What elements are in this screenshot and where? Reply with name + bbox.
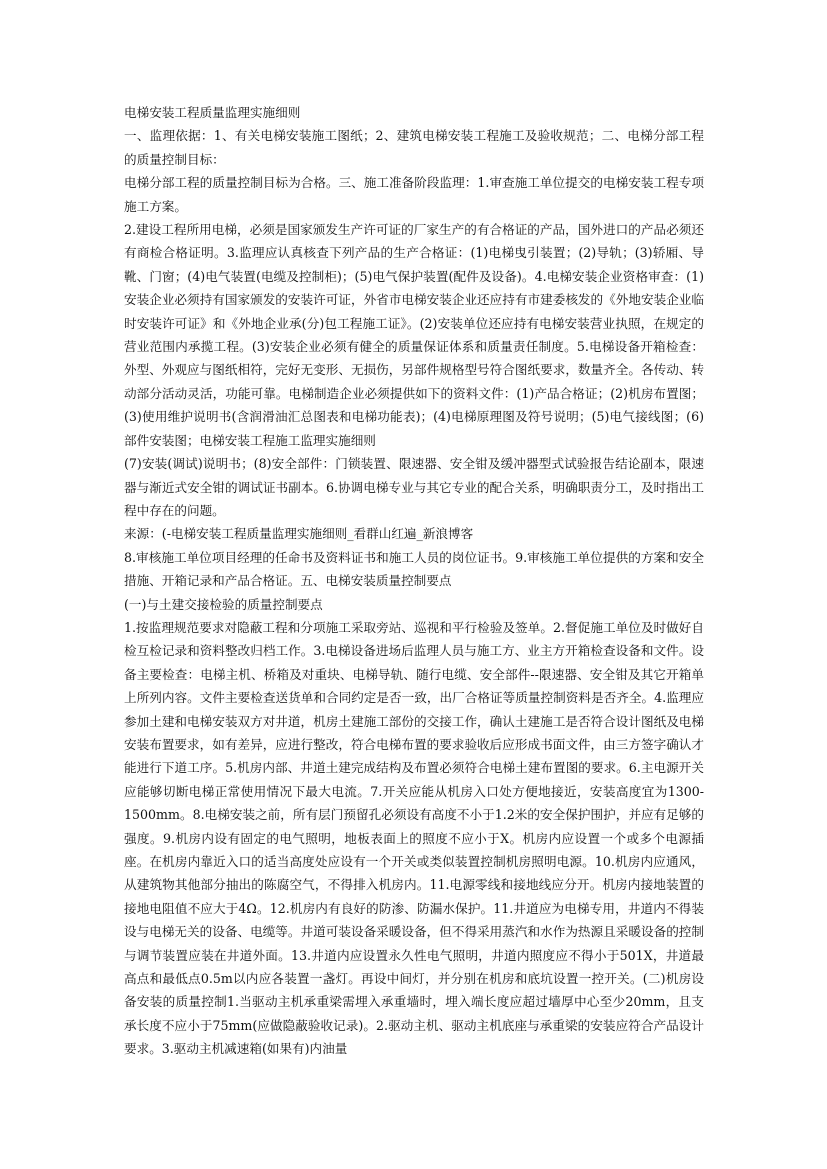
source-line: 来源：(-电梯安装工程质量监理实施细则_看群山红遍_新浪博客 bbox=[124, 526, 474, 542]
paragraph: 1.按监理规范要求对隐蔽工程和分项施工采取旁站、巡视和平行检验及签单。2.督促施工单位及时做好自检互检记录和资料整改归档工作。3.电梯设备进场后监理人员与施工方、业主方开箱检查设备和文件。设备主要检查：电梯主机、桥箱及对重块、电梯导轨、随行电缆、安全部件--限速器、安全钳及其它开箱单上所列内容。文件主要检查送货单和合同约定是否一致，出厂合格证等质量控制资料是否齐全。4.监理应参加土建和电梯安装双方对井道，机房土建施工部份的交接工作，确认土建施工是否符合设计图纸及电梯安装布置要求，如有差异，应进行整改，符合电梯布置的要求验收后应形成书面文件，由三方签字确认才能进行下道工序。5.机房内部、井道土建完成结构及布置必须符合电梯土建布置图的要求。6.主电源开关应能够切断电梯正常使用情况下最大电流。7.开关应能从机房入口处方便地接近，安装高度宜为1300-1500mm。8.电梯安装之前，所有层门预留孔必须设有高度不小于1.2米的安全保护围护，并应有足够的强度。9.机房内设有固定的电气照明，地板表面上的照度不应小于X。机房内应设置一个或多个电源插座。在机房内靠近入口的适当高度处应设有一个开关或类似装置控制机房照明电源。10.机房内应通风，从建筑物其他部分抽出的陈腐空气，不得排入机房内。11.电源零线和接地线应分开。机房内接地装置的接地电阻值不应大于4Ω。12.机房内有良好的防渗、防漏水保护。11.井道应为电梯专用，井道内不得装设与电梯无关的设备、电缆等。井道可装设备采暖设备，但不得采用蒸汽和水作为热源且采暖设备的控制与调节装置应装在井道外面。13.井道内应设置永久性电气照明，井道内照度应不得小于501X，井道最高点和最低点0.5m以内应各装置一盏灯。再设中间灯，并分别在机房和底坑设置一控开关。(二)机房设备安装的质量控制1.当驱动主机承重梁需埋入承重墙时，埋入端长度应超过墙厚中心至少20mm，且支承长度不应小于75mm(应做隐蔽验收记录)。2.驱动主机、驱动主机底座与承重梁的安装应符合产品设计要求。3.驱动主机减速箱(如果有)内油量 bbox=[124, 619, 704, 1057]
paragraph: (7)安装(调试)说明书；(8)安全部件：门锁装置、限速器、安全钳及缓冲器型式试验报告结论副本，限速器与渐近式安全钳的调试证书副本。6.协调电梯专业与其它专业的配合关系，明确职责分工，及时指出工程中存在的问题。 bbox=[124, 456, 704, 518]
section-heading: (一)与土建交接检验的质量控制要点 bbox=[124, 596, 323, 612]
paragraph: 一、监理依据：1、有关电梯安装施工图纸；2、建筑电梯安装工程施工及验收规范；二、电梯分部工程的质量控制目标： bbox=[124, 128, 704, 167]
paragraph: 8.审核施工单位项目经理的任命书及资料证书和施工人员的岗位证书。9.审核施工单位提供的方案和安全措施、开箱记录和产品合格证。五、电梯安装质量控制要点 bbox=[124, 549, 704, 589]
document-title: 电梯安装工程质量监理实施细则 bbox=[124, 105, 301, 120]
paragraph: 2.建设工程所用电梯，必须是国家颁发生产许可证的厂家生产的有合格证的产品，国外进口的产品必须还有商检合格证明。3.监理应认真核查下列产品的生产合格证：(1)电梯曳引装置；(2)导轨；(3)轿厢、导靴、门窗；(4)电气装置(电缆及控制柜)；(5)电气保护装置(配件及设备)。4.电梯安装企业资格审查：(1)安装企业必须持有国家颁发的安装许可证，外省市电梯安装企业还应持有市建委核发的《外地安装企业临时安装许可证》和《外地企业承(分)包工程施工证》。(2)安装单位还应持有电梯安装营业执照，在规定的营业范围内承揽工程。(3)安装企业必须有健全的质量保证体系和质量责任制度。5.电梯设备开箱检查：外型、外观应与图纸相符，完好无变形、无损伤，另部件规格型号符合图纸要求，数量齐全。各传动、转动部分活动灵活，功能可靠。电梯制造企业必须提供如下的资料文件：(1)产品合格证；(2)机房布置图；(3)使用维护说明书(含润滑油汇总图表和电梯功能表)；(4)电梯原理图及符号说明；(5)电气接线图；(6)部件安装图；电梯安装工程施工监理实施细则 bbox=[124, 222, 704, 448]
paragraph: 电梯分部工程的质量控制目标为合格。三、施工准备阶段监理：1.审查施工单位提交的电梯安装工程专项施工方案。 bbox=[124, 175, 704, 214]
document-body bbox=[124, 101, 704, 1061]
